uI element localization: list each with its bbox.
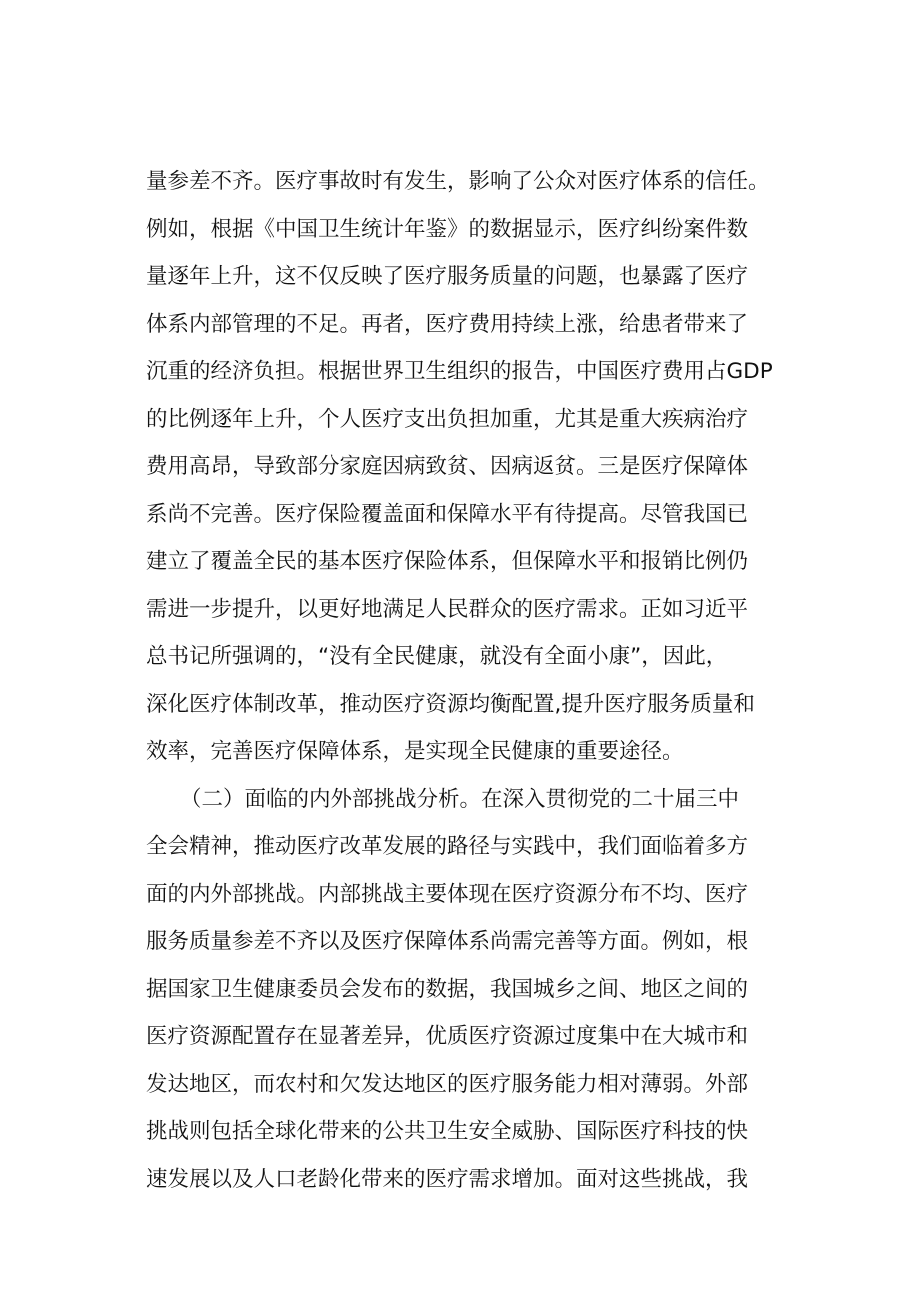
text-line: 全会精神，推动医疗改革发展的路径与实践中，我们面临着多方 (146, 834, 749, 859)
text-line: 费用高昂，导致部分家庭因病致贫、因病返贫。三是医疗保障体 (146, 454, 749, 479)
section-heading-line: （二）面临的内外部挑战分析。在深入贯彻党的二十届三中 (180, 786, 740, 812)
text-line: 量参差不齐。医疗事故时有发生，影响了公众对医疗体系的信任。 (146, 169, 770, 194)
text-line: 医疗资源配置存在显著差异，优质医疗资源过度集中在大城市和 (146, 1024, 749, 1049)
text-line: 服务质量参差不齐以及医疗保障体系尚需完善等方面。例如，根 (146, 929, 749, 954)
text-line: 系尚不完善。医疗保险覆盖面和保障水平有待提高。尽管我国已 (146, 501, 749, 527)
text-line: 总书记所强调的，“没有全民健康，就没有全面小康”，因此， (146, 644, 728, 669)
text-line: 体系内部管理的不足。再者，医疗费用持续上涨，给患者带来了 (146, 311, 749, 337)
body-text (146, 158, 796, 1203)
text-line: 量逐年上升，这不仅反映了医疗服务质量的问题，也暴露了医疗 (146, 264, 749, 289)
text-line: 挑战则包括全球化带来的公共卫生安全威胁、国际医疗科技的快 (146, 1119, 749, 1144)
text-line: 例如，根据《中国卫生统计年鉴》的数据显示，医疗纠纷案件数 (146, 216, 749, 242)
text-line: 建立了覆盖全民的基本医疗保险体系，但保障水平和报销比例仍 (146, 549, 749, 574)
text-line: 发达地区，而农村和欠发达地区的医疗服务能力相对薄弱。外部 (146, 1071, 749, 1097)
text-line: 面的内外部挑战。内部挑战主要体现在医疗资源分布不均、医疗 (146, 881, 749, 907)
text-line: 据国家卫生健康委员会发布的数据，我国城乡之间、地区之间的 (146, 976, 749, 1002)
text-line: 速发展以及人口老龄化带来的医疗需求增加。面对这些挑战，我 (146, 1166, 749, 1192)
text-line: 沉重的经济负担。根据世界卫生组织的报告，中国医疗费用占GDP (146, 359, 773, 384)
text-line: 效率，完善医疗保障体系，是实现全民健康的重要途径。 (146, 739, 684, 764)
text-line: 的比例逐年上升，个人医疗支出负担加重，尤其是重大疾病治疗 (146, 406, 749, 432)
text-line: 深化医疗体制改革，推动医疗资源均衡配置,提升医疗服务质量和 (146, 691, 755, 717)
text-line: 需进一步提升，以更好地满足人民群众的医疗需求。正如习近平 (146, 596, 749, 622)
